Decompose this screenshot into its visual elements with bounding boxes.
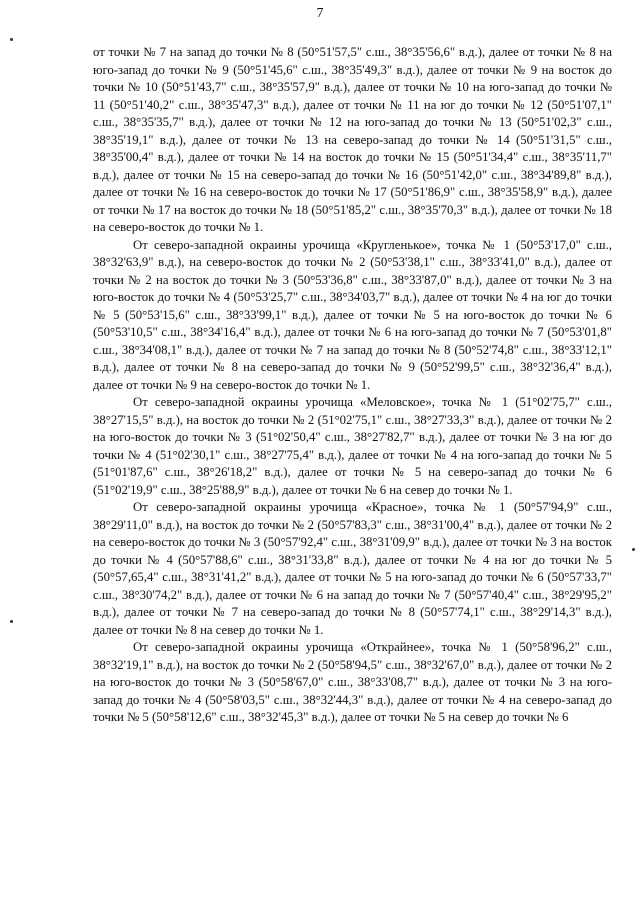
page-number: 7 (316, 6, 324, 21)
margin-mark (632, 548, 635, 551)
paragraph-continuation: от точки № 7 на запад до точки № 8 (50°51'57,5" с.ш., 38°35'56,6" в.д.), далее от точки № 8 на юго-запад до точки № 9 (50°51'45,6" с.ш., 38°35'49,3" в.д.), далее от точки № 9 на восток до точки № 10 (50°51'43,7" с.ш., 38°35'57,9" в.д.), далее от точки № 10 на юго-запад до точки № 11 (50°51'40,2" с.ш., 38°35'47,3" в.д.), далее от точки № 11 на юг до точки № 12 (50°51'07,1" с.ш., 38°35'35,7" в.д.), далее от точки № 12 на юго-запад до точки № 13 (50°51'02,3" с.ш., 38°35'19,1" в.д.), далее от точки № 13 на северо-запад до точки № 14 (50°51'31,5" с.ш., 38°35'00,4" в.д.), далее от точки № 14 на восток до точки № 15 (50°51'34,4" с.ш., 38°35'11,7" в.д.), далее от точки № 15 на северо-запад до точки № 16 (50°51'42,0" с.ш., 38°34'89,8" в.д.), далее от точки № 16 на северо-восток до точки № 17 (50°51'86,9" с.ш., 38°35'58,9" в.д.), далее от точки № 17 на восток до точки № 18 (50°51'85,2" с.ш., 38°35'70,3" в.д.), далее от точки № 18 на северо-восток до точки № 1. (93, 45, 612, 234)
margin-mark (10, 38, 13, 41)
margin-mark (10, 620, 13, 623)
document-body (93, 44, 612, 727)
paragraph-kruglenkoe: От северо-западной окраины урочища «Кругленькое», точка № 1 (50°53'17,0" с.ш., 38°32'63,9" в.д.), на северо-восток до точки № 2 (50°53'38,1" с.ш., 38°33'41,0" в.д.), далее от точки № 2 на восток до точки № 3 (50°53'36,8" с.ш., 38°33'87,0" в.д.), далее от точки № 3 на юго-восток до точки № 4 (50°53'25,7" с.ш., 38°34'03,7" в.д.), далее от точки № 4 на юг до точки № 5 (50°53'15,6" с.ш., 38°33'99,1" в.д.), далее от точки № 5 на юго-восток до точки № 6 (50°53'10,5" с.ш., 38°34'16,4" в.д.), далее от точки № 6 на юго-запад до точки № 7 (50°53'01,8" с.ш., 38°34'08,1" в.д.), далее от точки № 7 на запад до точки № 8 (50°52'74,8" с.ш., 38°33'12,1" в.д.), далее от точки № 8 на северо-запад до точки № 9 (50°52'99,5" с.ш., 38°32'36,4" в.д.), далее от точки № 9 на северо-восток до точки № 1. (93, 237, 612, 392)
paragraph-krasnoe: От северо-западной окраины урочища «Красное», точка № 1 (50°57'94,9" с.ш., 38°29'11,0" в.д.), на восток до точки № 2 (50°57'83,3" с.ш., 38°31'00,4" в.д.), далее от точки № 2 на северо-восток до точки № 3 (50°57'92,4" с.ш., 38°31'09,9" в.д.), далее от точки № 3 на восток до точки № 4 (50°57'88,6" с.ш., 38°31'33,8" в.д.), далее от точки № 4 на юг до точки № 5 (50°57,65,4" с.ш., 38°31'41,2" в.д.), далее от точки № 5 на юго-запад до точки № 6 (50°57'33,7" с.ш., 38°30'74,2" в.д.), далее от точки № 6 на запад до точки № 7 (50°57'40,4" с.ш., 38°29'95,2" в.д.), далее от точки № 7 на северо-запад до точки № 8 (50°57'74,1" с.ш., 38°29'14,3" в.д.), далее от точки № 8 на север до точки № 1. (93, 500, 612, 637)
paragraph-otkraynee: От северо-западной окраины урочища «Открайнее», точка № 1 (50°58'96,2" с.ш., 38°32'19,1" в.д.), на восток до точки № 2 (50°58'94,5" с.ш., 38°32'67,0" в.д.), далее от точки № 2 на юго-восток до точки № 3 (50°58'67,0" с.ш., 38°33'08,7" в.д.), далее от точки № 3 на юго-запад до точки № 4 (50°58'03,5" с.ш., 38°32'44,3" в.д.), далее от точки № 4 на северо-запад до точки № 5 (50°58'12,6" с.ш., 38°32'45,3" в.д.), далее от точки № 5 на север до точки № 6 (93, 640, 612, 724)
paragraph-melovskoe: От северо-западной окраины урочища «Меловское», точка № 1 (51°02'75,7" с.ш., 38°27'15,5" в.д.), на восток до точки № 2 (51°02'75,1" с.ш., 38°27'33,3" в.д.), далее от точки № 2 на юго-восток до точки № 3 (51°02'50,4" с.ш., 38°27'82,7" в.д.), далее от точки № 3 на юг до точки № 4 (51°02'30,1" с.ш., 38°27'75,4" в.д.), далее от точки № 4 на юго-запад до точки № 5 (51°01'87,6" с.ш., 38°26'18,2" в.д.), далее от точки № 5 на северо-запад до точки № 6 (51°02'19,9" с.ш., 38°25'88,9" в.д.), далее от точки № 6 на север до точки № 1. (93, 395, 612, 497)
